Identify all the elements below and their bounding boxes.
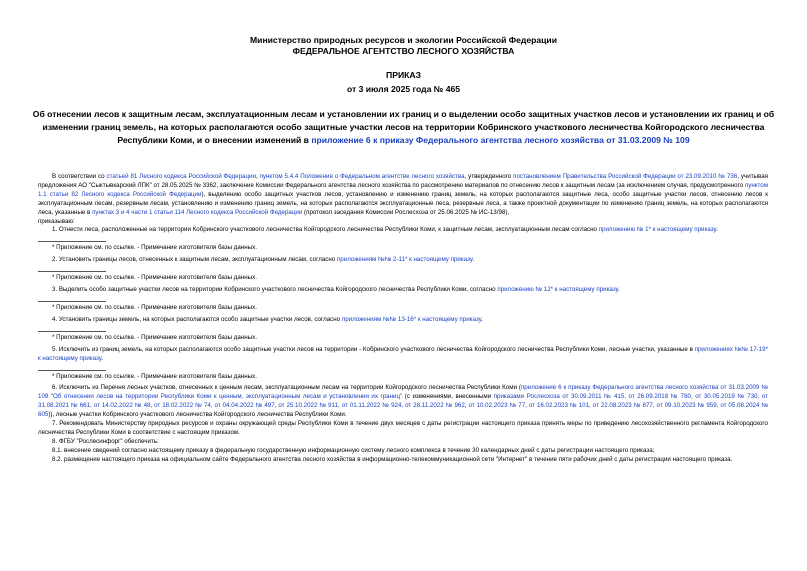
preamble: В соответствии со статьей 81 Лесного кодекса Российской Федерации, пунктом 5.4.4 Положения о Федеральном агентстве лесного хозяйства, утвержденного постановлением Правительства Российской Федерации от 23.09.2010 № 736, учитывая предложения АО "Сыктывкарский ЛПК" от 28.05.2025 № 3362, заключение Комиссии Федерального агентства лесного хозяйства по рассмотрению материалов по отнесению лесов к защитным лесам (за исключением случая, предусмотренного пунктом 1.1 статьи 82 Лесного кодекса Российской Федерации), выделению особо защитных участков лесов, установлению и изменению границ земель, на которых располагаются защитные леса, особо защитные участки лесов, отнесению лесов к эксплуатационным лесам, резервным лесам, установлению и изменению границ земель, на которых располагаются эксплуатационные леса, резервные леса, а также проектной документации по изменению границ земель, на которых располагаются леса, указанные в пунктах 3 и 4 части 1 статьи 114 Лесного кодекса Российской Федерации (протокол заседания Комиссии Рослесхоза от 25.06.2025 № ИС-13/98), [38, 173, 768, 216]
footnote-divider [38, 271, 106, 272]
item-2: 2. Установить границы лесов, отнесенных к защитным лесам, эксплуатационным лесам, согласно приложениям №№ 2-11* к настоящему приказу. [52, 256, 475, 264]
title-text: Об отнесении лесов к защитным лесам, эксплуатационным лесам и установлении их границ и о выделении особо защитных участков лесов и установлении их границ и об изменении границ земель, на которых располагаются особо защитные участки лесов на территории Кобринского участкового лесничества Койгородского лесничества Республики Коми, и о внесении изменений в [32, 109, 775, 145]
document-body [38, 173, 768, 465]
link-appendix-13-16[interactable]: приложениям №№ 13-16* к настоящему приказу [341, 315, 482, 323]
document-title [30, 108, 777, 147]
link-order-109-appendix-6[interactable]: приложение 6 к приказу Федерального агентства лесного хозяйства от 31.03.2009 № 109 "Об отнесении лесов на территории Республики Коми к ценным, эксплуатационным лесам и установлении их границ" [38, 384, 768, 401]
footnote-divider [38, 301, 106, 302]
link-regulation-5-4-4[interactable]: пунктом 5.4.4 Положения о Федеральном агентстве лесного хозяйства [259, 173, 465, 180]
link-article-81[interactable]: статьей 81 Лесного кодекса Российской Федерации [106, 173, 256, 180]
footnote-divider [38, 370, 106, 371]
title-link-appendix-6[interactable]: приложение 6 к приказу Федерального агентства лесного хозяйства от 31.03.2009 № 109 [311, 135, 690, 145]
footnote-divider [38, 331, 106, 332]
item-8-1: 8.1. внесение сведений согласно настоящему приказу в федеральную государственную информационную систему лесного комплекса в течение 30 календарных дней с даты регистрации настоящего приказа; [52, 446, 655, 454]
item-6: 6. Исключить из Перечня лесных участков, отнесенных к ценным лесам, эксплуатационным лесам на территории Койгородского лесничества Республики Коми (приложение 6 к приказу Федерального агентства лесного хозяйства от 31.03.2009 № 109 "Об отнесении лесов на территории Республики Коми к ценным, эксплуатационным лесам и установлении их границ" (с изменениями, внесенными приказами Рослесхоза от 30.09.2011 № 415, от 26.09.2018 № 780, от 30.05.2019 № 730, от 31.08.2021 № 661, от 14.02.2022 № 48, от 18.02.2022 № 74, от 04.04.2022 № 497, от 25.10.2022 № 911, от 01.11.2022 № 924, от 28.11.2022 № 962, от 10.02.2023 № 77, от 16.02.2023 № 101, от 22.08.2023 № 877, от 09.10.2023 № 959, от 05.08.2024 № 605)), лесные участки Кобринского участкового лесничества Койгородского лесничества Республики Коми. [38, 384, 768, 419]
footnote: * Приложение см. по ссылке. - Примечание изготовителя базы данных. [52, 333, 257, 341]
link-article-114[interactable]: пунктах 3 и 4 части 1 статьи 114 Лесного кодекса Российской Федерации [92, 208, 303, 216]
link-appendix-2-11[interactable]: приложениям №№ 2-11* к настоящему приказу [336, 256, 473, 264]
document-type: ПРИКАЗ [386, 70, 421, 80]
agency-name: ФЕДЕРАЛЬНОЕ АГЕНТСТВО ЛЕСНОГО ХОЗЯЙСТВА [292, 46, 515, 56]
link-appendix-17-19[interactable]: приложениях №№ 17-19* к настоящему приказу [38, 345, 768, 362]
item-1: 1. Отнести леса, расположенные на территории Кобринского участкового лесничества Койгородского лесничества Республики Коми, к защитным лесам, эксплуатационным лесам согласно приложению № 1* к настоящему приказу. [52, 226, 718, 234]
item-5: 5. Исключить из границ земель, на которых располагаются особо защитные участки лесов на территории - Кобринского участкового лесничества Койгородского лесничества Республики Коми, лесные участки, указанные в приложениях №№ 17-19* к настоящему приказу. [38, 345, 768, 362]
footnote: * Приложение см. по ссылке. - Примечание изготовителя базы данных. [52, 274, 257, 282]
document-date-number: от 3 июля 2025 года № 465 [346, 84, 461, 94]
item-4: 4. Установить границы земель, на которых располагаются особо защитные участки лесов, согласно приложениям №№ 13-16* к настоящему приказу. [52, 315, 483, 323]
item-8-2: 8.2. размещение настоящего приказа на официальном сайте Федерального агентства лесного хозяйства в информационно-телекоммуникационной сети "Интернет" в течение пяти рабочих дней с даты регистрации настоящего приказа. [52, 455, 733, 463]
footnote-divider [38, 241, 106, 242]
footnote: * Приложение см. по ссылке. - Примечание изготовителя базы данных. [52, 303, 257, 311]
footnote: * Приложение см. по ссылке. - Примечание изготовителя базы данных. [52, 372, 257, 380]
link-rosleskhoz-amendments[interactable]: приказами Рослесхоза от 30.09.2011 № 415, от 26.09.2018 № 780, от 30.05.2019 № 730, от 31.08.2021 № 661, от 14.02.2022 № 48, от 18.02.2022 № 74, от 04.04.2022 № 497, от 25.10.2022 № 911, от 01.11.2022 № 924, от 28.11.2022 № 962, от 10.02.2023 № 77, от 16.02.2023 № 101, от 22.08.2023 № 877, от 09.10.2023 № 959, от 05.08.2024 № 605 [38, 393, 768, 419]
link-government-decree-736[interactable]: постановлением Правительства Российской Федерации от 23.09.2010 № 736 [513, 173, 738, 180]
link-appendix-1[interactable]: приложению № 1* к настоящему приказу [598, 226, 716, 234]
link-appendix-12[interactable]: приложению № 12* к настоящему приказу [497, 286, 619, 294]
footnote: * Приложение см. по ссылке. - Примечание изготовителя базы данных. [52, 244, 257, 252]
item-7: 7. Рекомендовать Министерству природных ресурсов и охраны окружающей среды Республики Коми в течение двух месяцев с даты регистрации настоящего приказа принять меры по приведению лесохозяйственного регламента Койгородского лесничества Республики Коми в соответствие с настоящим приказом. [38, 420, 768, 436]
item-8: 8. ФГБУ "Рослесинфорг" обеспечить: [52, 437, 159, 445]
ministry-name: Министерство природных ресурсов и экологии Российской Федерации [250, 35, 557, 45]
order-word: приказываю: [38, 217, 75, 225]
item-3: 3. Выделить особо защитные участки лесов на территории Кобринского участкового лесничества Койгородского лесничества Республики Коми, согласно приложению № 12* к настоящему приказу. [52, 286, 620, 294]
link-article-82[interactable]: пунктом 1.1 статьи 82 Лесного кодекса Российской Федерации [38, 181, 768, 198]
